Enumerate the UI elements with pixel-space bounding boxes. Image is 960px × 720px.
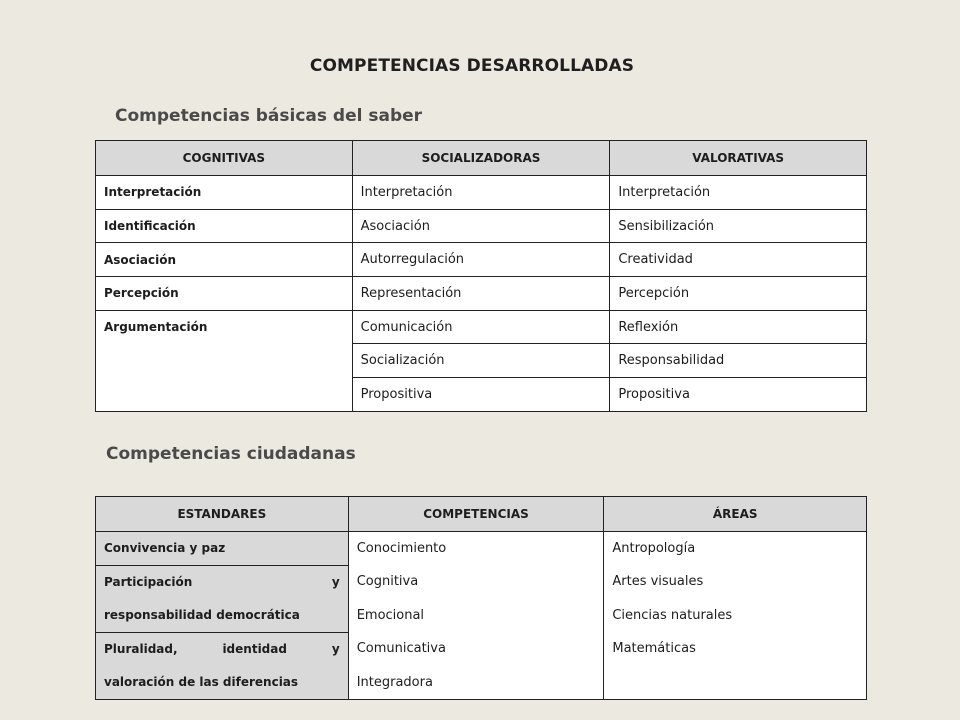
estandar-cell: valoración de las diferencias — [96, 666, 349, 700]
competencia-cell: Cognitiva — [348, 565, 604, 599]
cognitiva-cell: Asociación — [96, 243, 353, 277]
estandar-cell: Participación y — [96, 565, 349, 599]
table-row — [96, 344, 867, 378]
socializadora-cell: Propositiva — [352, 378, 610, 412]
table-row — [96, 378, 867, 412]
competencia-cell: Emocional — [348, 599, 604, 633]
area-empty-cell — [604, 666, 867, 700]
table-row — [96, 565, 867, 599]
area-cell: Matemáticas — [604, 632, 867, 666]
valorativa-cell: Interpretación — [610, 176, 867, 210]
estandar-cell: responsabilidad democrática — [96, 599, 349, 633]
cognitiva-empty-cell — [96, 378, 353, 412]
table-header-row — [96, 497, 867, 532]
table-row — [96, 632, 867, 666]
table-row — [96, 666, 867, 700]
competencia-cell: Conocimiento — [348, 532, 604, 566]
competencia-cell: Integradora — [348, 666, 604, 700]
valorativa-cell: Reflexión — [610, 310, 867, 344]
estandar-cell: Convivencia y paz — [96, 532, 349, 566]
socializadora-cell: Representación — [352, 277, 610, 311]
table-row — [96, 209, 867, 243]
area-cell: Ciencias naturales — [604, 599, 867, 633]
table-row — [96, 277, 867, 311]
table-row — [96, 310, 867, 344]
column-header-valorativas: VALORATIVAS — [610, 141, 867, 176]
table-row — [96, 176, 867, 210]
competencia-cell: Comunicativa — [348, 632, 604, 666]
area-cell: Artes visuales — [604, 565, 867, 599]
section-title-citizen: Competencias ciudadanas — [106, 444, 356, 464]
column-header-socializadoras: SOCIALIZADORAS — [352, 141, 610, 176]
column-header-areas: ÁREAS — [604, 497, 867, 532]
section-title-basic: Competencias básicas del saber — [115, 106, 423, 126]
cognitiva-cell: Interpretación — [96, 176, 353, 210]
citizen-competencies-table — [95, 496, 867, 700]
valorativa-cell: Creatividad — [610, 243, 867, 277]
cognitiva-cell: Identificación — [96, 209, 353, 243]
page-title: COMPETENCIAS DESARROLLADAS — [309, 56, 635, 76]
table-row — [96, 599, 867, 633]
valorativa-cell: Percepción — [610, 277, 867, 311]
socializadora-cell: Autorregulación — [352, 243, 610, 277]
cognitiva-cell: Percepción — [96, 277, 353, 311]
socializadora-cell: Interpretación — [352, 176, 610, 210]
estandar-cell: Pluralidad, identidad y — [96, 632, 349, 666]
socializadora-cell: Socialización — [352, 344, 610, 378]
valorativa-cell: Sensibilización — [610, 209, 867, 243]
cognitiva-cell: Argumentación — [96, 310, 353, 344]
table-header-row — [96, 141, 867, 176]
column-header-competencias: COMPETENCIAS — [348, 497, 604, 532]
column-header-estandares: ESTANDARES — [96, 497, 349, 532]
area-cell: Antropología — [604, 532, 867, 566]
column-header-cognitivas: COGNITIVAS — [96, 141, 353, 176]
cognitiva-empty-cell — [96, 344, 353, 378]
table-row — [96, 532, 867, 566]
table-row — [96, 243, 867, 277]
socializadora-cell: Comunicación — [352, 310, 610, 344]
basic-competencies-table — [95, 140, 867, 412]
socializadora-cell: Asociación — [352, 209, 610, 243]
valorativa-cell: Responsabilidad — [610, 344, 867, 378]
valorativa-cell: Propositiva — [610, 378, 867, 412]
